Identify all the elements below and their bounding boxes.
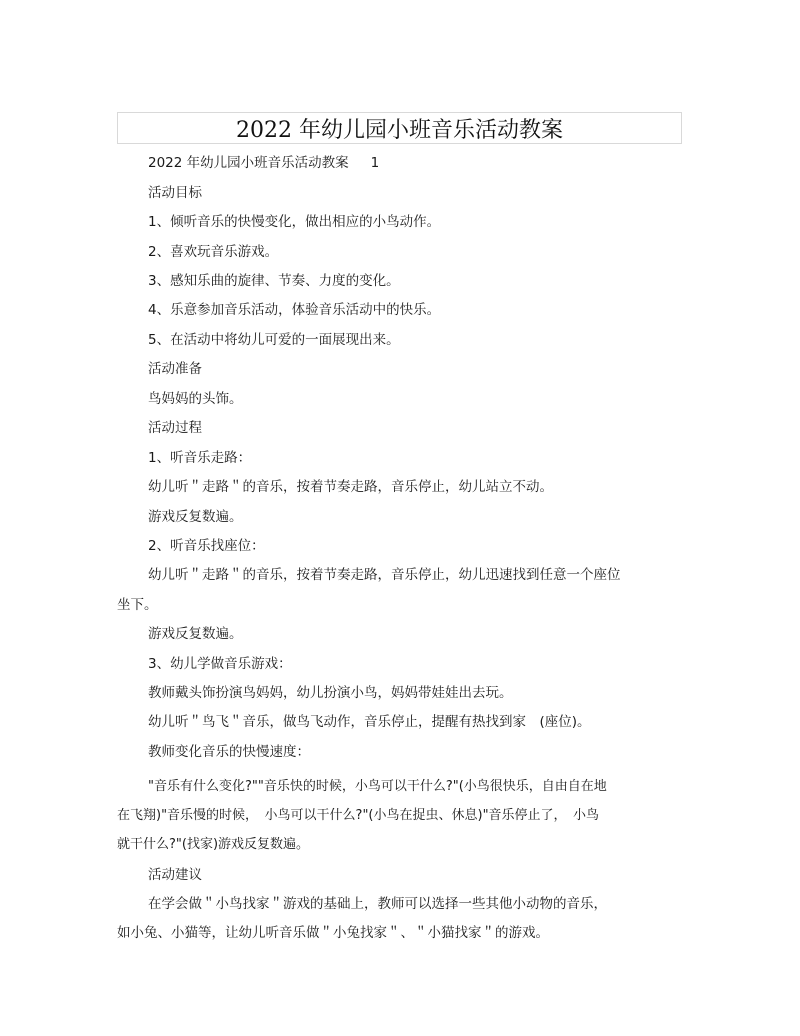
- objective-2: 2、喜欢玩音乐游戏。: [148, 244, 279, 260]
- process-step-3: 3、幼儿学做音乐游戏：: [148, 656, 292, 672]
- process-dialogue-line: "音乐有什么变化?""音乐快的时候，小鸟可以干什么?"(小鸟很快乐，自由自在地: [148, 779, 607, 794]
- process-paragraph: 游戏反复数遍。: [148, 509, 243, 525]
- suggestion-text-cont: 如小兔、小猫等，让幼儿听音乐做＂小兔找家＂、＂小猫找家＂的游戏。: [117, 925, 549, 941]
- objective-5: 5、在活动中将幼儿可爱的一面展现出来。: [148, 332, 400, 348]
- process-paragraph-cont: 坐下。: [117, 597, 158, 613]
- process-paragraph: 游戏反复数遍。: [148, 626, 243, 642]
- process-paragraph: 教师戴头饰扮演鸟妈妈，幼儿扮演小鸟，妈妈带娃娃出去玩。: [148, 685, 513, 701]
- process-step-2: 2、听音乐找座位：: [148, 538, 265, 554]
- subtitle-text: 2022 年幼儿园小班音乐活动教案: [148, 155, 349, 171]
- heading-preparation: 活动准备: [148, 361, 202, 377]
- document-title: 2022 年幼儿园小班音乐活动教案: [236, 117, 563, 143]
- subtitle-number: 1: [370, 155, 380, 171]
- process-dialogue-line: 在飞翔)"音乐慢的时候， 小鸟可以干什么?"(小鸟在捉虫、休息)"音乐停止了， 小鸟: [117, 808, 600, 823]
- preparation-text: 鸟妈妈的头饰。: [148, 391, 243, 407]
- suggestion-text: 在学会做＂小鸟找家＂游戏的基础上，教师可以选择一些其他小动物的音乐，: [148, 896, 607, 912]
- process-paragraph: 幼儿听＂走路＂的音乐，按着节奏走路，音乐停止，幼儿迅速找到任意一个座位: [148, 567, 621, 583]
- process-paragraph: 教师变化音乐的快慢速度：: [148, 744, 310, 760]
- subtitle-line: [148, 154, 379, 172]
- title-box: [117, 112, 682, 144]
- objective-1: 1、倾听音乐的快慢变化，做出相应的小鸟动作。: [148, 214, 441, 230]
- objective-4: 4、乐意参加音乐活动，体验音乐活动中的快乐。: [148, 302, 441, 318]
- process-paragraph: 幼儿听＂走路＂的音乐，按着节奏走路，音乐停止，幼儿站立不动。: [148, 479, 553, 495]
- objective-3: 3、感知乐曲的旋律、节奏、力度的变化。: [148, 273, 400, 289]
- heading-objectives: 活动目标: [148, 185, 202, 201]
- process-paragraph: 幼儿听＂鸟飞＂音乐，做鸟飞动作，音乐停止，提醒有热找到家 (座位)。: [148, 714, 591, 730]
- heading-suggestions: 活动建议: [148, 867, 202, 883]
- process-dialogue-line: 就干什么?"(找家)游戏反复数遍。: [117, 837, 310, 852]
- heading-process: 活动过程: [148, 420, 202, 436]
- process-step-1: 1、听音乐走路：: [148, 450, 252, 466]
